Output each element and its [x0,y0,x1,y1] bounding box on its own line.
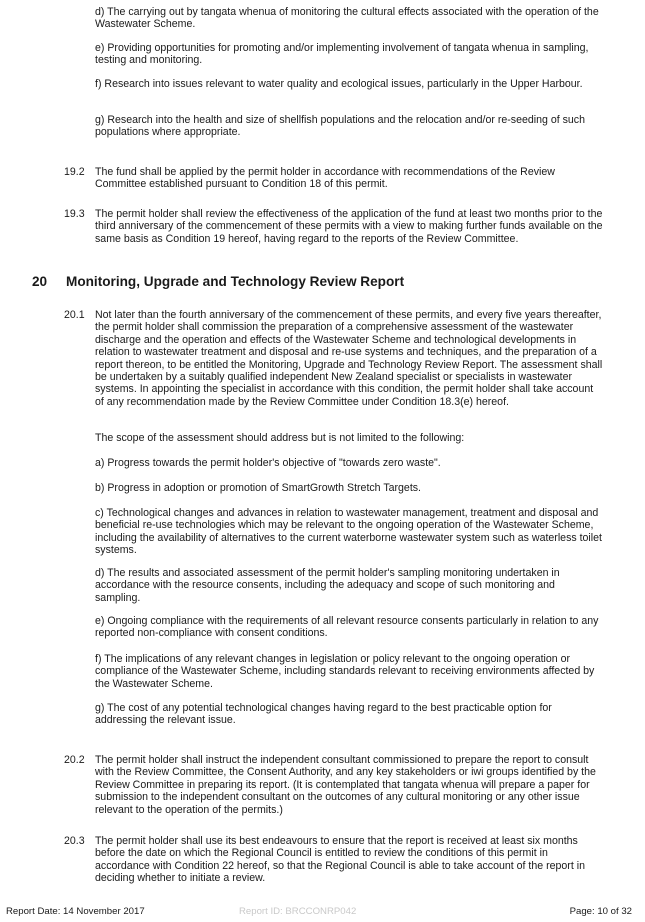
item-f-research: f) Research into issues relevant to water quality and ecological issues, particularly in the Upper Harbour. [95,78,583,90]
item-g-shellfish: g) Research into the health and size of shellfish populations and the relocation and/or re-seeding of such populations where appropriate. [95,114,585,139]
clause-text-20-1: Not later than the fourth anniversary of the commencement of these permits, and every five years thereafter, the permit holder shall commission the preparation of a comprehensive assessment of the wastewater discharge and the operation and effects of the Wastewater Scheme and technological developments in relation to wastewater treatment and disposal and re-use systems and techniques, and the preparation of a report thereon, to be entitled the Monitoring, Upgrade and Technology Review Report. The assessment shall be undertaken by a suitably qualified independent New Zealand specialist or specialists in wastewater systems. In appointing the specialist in accordance with this condition, the permit holder shall take account of any recommendation made by the Review Committee under Condition 18.3(e) hereof. [95,309,603,408]
item-e-tangata-whenua-involvement: e) Providing opportunities for promoting and/or implementing involvement of tangata whenua in sampling, testing and monitoring. [95,42,589,67]
scope-item-g: g) The cost of any potential technological changes having regard to the best practicable option for addressing the relevant issue. [95,702,552,727]
clause-text-19-3: The permit holder shall review the effectiveness of the application of the fund at least two months prior to the third anniversary of the commencement of these permits with a view to making further funds available on the same basis as Condition 19 hereof, having regard to the reports of the Review Committee. [95,208,603,245]
item-d-cultural-monitoring: d) The carrying out by tangata whenua of monitoring the cultural effects associated with the operation of the Wastewater Scheme. [95,6,599,31]
scope-item-e: e) Ongoing compliance with the requirements of all relevant resource consents particularly in relation to any reported non-compliance with consent conditions. [95,615,599,640]
footer-report-id: Report ID: BRCCONRP042 [239,906,357,917]
scope-intro: The scope of the assessment should address but is not limited to the following: [95,432,465,444]
scope-item-b: b) Progress in adoption or promotion of SmartGrowth Stretch Targets. [95,482,422,494]
footer-page-number: Page: 10 of 32 [569,906,632,917]
clause-text-20-2: The permit holder shall instruct the independent consultant commissioned to prepare the report to consult with the Review Committee, the Consent Authority, and any key stakeholders or iwi groups identified by the Review Committee in preparing its report. (It is contemplated that tangata whenua will prepare a paper for submission to the independent consultant on the outcomes of any cultural monitoring or any other issue relevant to the operation of the permits.) [95,754,596,816]
section-heading: Monitoring, Upgrade and Technology Review Report [66,274,405,289]
footer-report-date: Report Date: 14 November 2017 [6,906,145,917]
clause-number-19-2: 19.2 [64,166,85,178]
clause-number-20-2: 20.2 [64,754,85,766]
clause-number-20-1: 20.1 [64,309,85,321]
scope-item-d: d) The results and associated assessment of the permit holder's sampling monitoring undertaken in accordance with the resource consents, including the adequacy and scope of such monitoring and sampling. [95,567,560,604]
scope-item-c: c) Technological changes and advances in relation to wastewater management, treatment and disposal and beneficial re-use technologies which may be relevant to the ongoing operation of the Wastewater Scheme, including the availability of alternatives to the current waterborne wastewater system such as waterless toilet systems. [95,507,602,557]
clause-text-20-3: The permit holder shall use its best endeavours to ensure that the report is received at least six months before the date on which the Regional Council is entitled to review the conditions of this permit in accordance with Condition 22 hereof, so that the Regional Council is able to take account of the report in deciding whether to initiate a review. [95,835,585,885]
clause-number-19-3: 19.3 [64,208,85,220]
clause-number-20-3: 20.3 [64,835,85,847]
section-number: 20 [32,274,48,289]
scope-item-a: a) Progress towards the permit holder's objective of "towards zero waste". [95,457,441,469]
scope-item-f: f) The implications of any relevant changes in legislation or policy relevant to the ongoing operation or compliance of the Wastewater Scheme, including standards relevant to receiving environments affected by the Wastewater Scheme. [95,653,595,690]
clause-text-19-2: The fund shall be applied by the permit holder in accordance with recommendations of the Review Committee established pursuant to Condition 18 of this permit. [95,166,555,191]
